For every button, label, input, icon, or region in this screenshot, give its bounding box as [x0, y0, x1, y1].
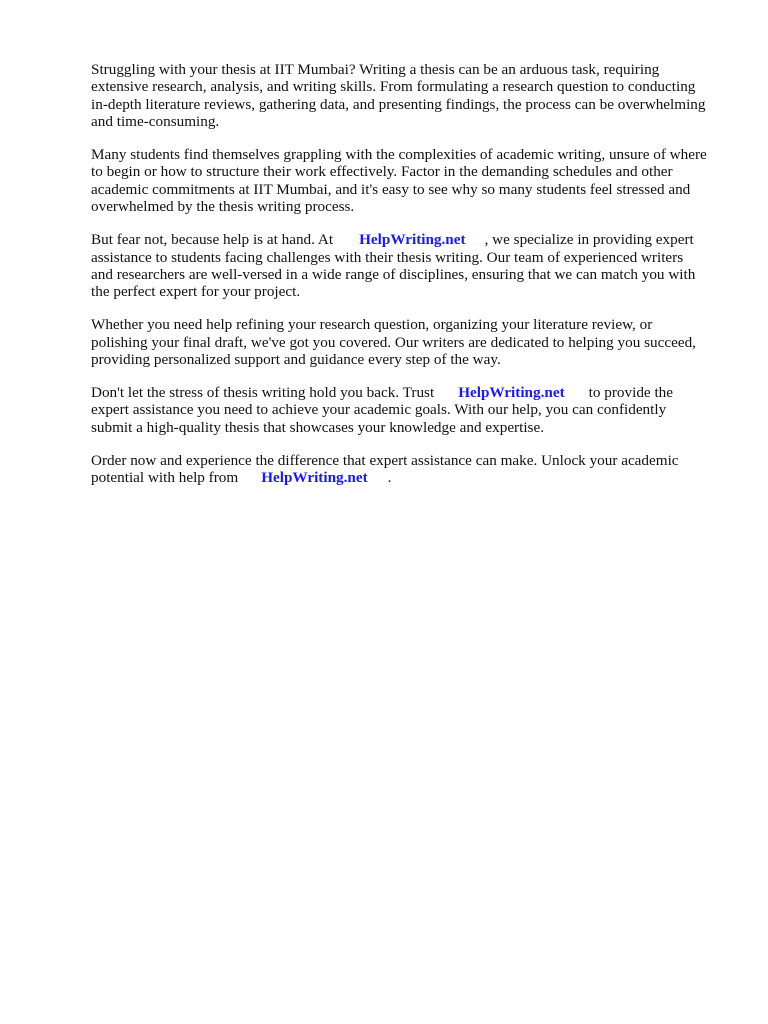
text-fragment: But fear not, because help is at hand. At	[91, 231, 334, 249]
text-fragment: Don't let the stress of thesis writing hold you back. Trust	[91, 383, 435, 401]
paragraph-order	[91, 452, 731, 487]
paragraph-trust	[91, 384, 731, 436]
text-line: Struggling with your thesis at IIT Mumbai? Writing a thesis can be an arduous task, requiring	[91, 61, 660, 78]
text-line: Whether you need help refining your research question, organizing your literature review, or	[91, 316, 653, 334]
text-line: polishing your final draft, we've got you covered. Our writers are dedicated to helping you succeed,	[91, 333, 696, 351]
text-line: extensive research, analysis, and writing skills. From formulating a research question to conducting	[91, 78, 696, 96]
text-fragment: to provide the	[588, 383, 674, 401]
text-line: and time-consuming.	[91, 113, 220, 131]
text-line: submit a high-quality thesis that showcases your knowledge and expertise.	[91, 418, 544, 436]
text-line-with-link	[91, 231, 731, 248]
helpwriting-link[interactable]: HelpWriting.net	[359, 231, 466, 249]
paragraph-challenges	[91, 146, 731, 216]
text-fragment: potential with help from	[91, 468, 239, 486]
text-line: assistance to students facing challenges with their thesis writing. Our team of experienced writers	[91, 248, 684, 266]
text-fragment: , we specialize in providing expert	[484, 231, 694, 249]
text-line: Many students find themselves grappling with the complexities of academic writing, unsure of where	[91, 146, 707, 164]
text-fragment: .	[387, 468, 392, 486]
text-line: academic commitments at IIT Mumbai, and it's easy to see why so many students feel stressed and	[91, 180, 691, 198]
paragraph-services	[91, 316, 731, 368]
helpwriting-link[interactable]: HelpWriting.net	[458, 383, 565, 401]
paragraph-intro	[91, 61, 731, 131]
text-line: and researchers are well-versed in a wide range of disciplines, ensuring that we can match you with	[91, 265, 696, 283]
text-line: Order now and experience the difference that expert assistance can make. Unlock your academic	[91, 451, 679, 469]
text-line: overwhelmed by the thesis writing process.	[91, 198, 355, 216]
text-line-with-link	[91, 384, 731, 401]
helpwriting-link[interactable]: HelpWriting.net	[261, 468, 368, 486]
text-line: in-depth literature reviews, gathering data, and presenting findings, the process can be overwhelming	[91, 95, 706, 113]
text-line: providing personalized support and guidance every step of the way.	[91, 350, 501, 368]
document-body	[91, 61, 731, 502]
text-line: expert assistance you need to achieve your academic goals. With our help, you can confidently	[91, 401, 667, 419]
text-line: to begin or how to structure their work effectively. Factor in the demanding schedules and other	[91, 163, 673, 181]
paragraph-help	[91, 231, 731, 301]
text-line: the perfect expert for your project.	[91, 283, 301, 301]
text-line-with-link	[91, 469, 731, 486]
